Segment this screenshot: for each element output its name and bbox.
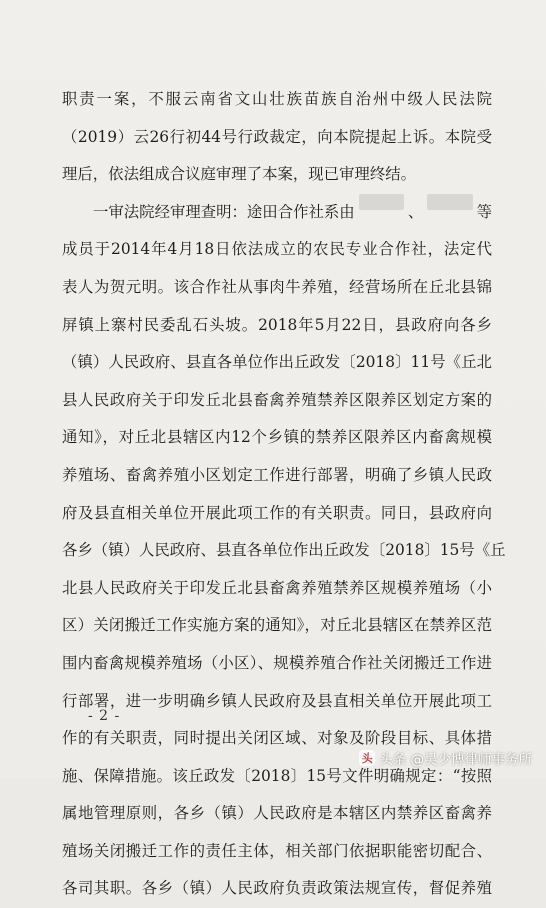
page-number: - 2 - bbox=[88, 708, 121, 724]
watermark bbox=[359, 748, 532, 768]
text-line bbox=[62, 194, 492, 232]
text-segment: 殖场关闭搬迁工作的责任主体，相关部门依据职能密切配合、 bbox=[62, 841, 492, 860]
text-line bbox=[62, 119, 492, 157]
text-segment: 职责一案，不服云南省文山壮族苗族自治州中级人民法院 bbox=[62, 90, 492, 108]
text-line bbox=[62, 307, 492, 345]
text-segment: 围内畜禽规模养殖场（小区）、规模养殖合作社关闭搬迁工作进 bbox=[62, 653, 492, 672]
text-segment: 屏镇上寨村民委乱石头坡。2018年5月22日，县政府向各乡 bbox=[62, 315, 492, 334]
text-line bbox=[62, 795, 492, 833]
text-line bbox=[62, 532, 506, 570]
text-segment: 等 bbox=[476, 202, 492, 221]
text-line bbox=[62, 683, 492, 721]
text-segment: 作的有关职责，同时提出关闭区域、对象及阶段目标、具体措 bbox=[62, 729, 492, 748]
text-segment: 表人为贺元明。该合作社从事肉牛养殖，经营场所在丘北县锦 bbox=[62, 277, 492, 296]
text-line bbox=[62, 382, 492, 420]
text-line bbox=[62, 645, 492, 683]
text-segment: 各乡（镇）人民政府、县直各单位作出丘政发〔2018〕15号《丘 bbox=[62, 541, 506, 560]
text-line bbox=[62, 269, 492, 307]
text-segment: 养殖场、畜禽养殖小区划定工作进行部署，明确了乡镇人民政 bbox=[62, 465, 492, 484]
text-segment: 通知》，对丘北县辖区内12个乡镇的禁养区限养区内畜禽规模 bbox=[62, 428, 492, 447]
text-line bbox=[62, 833, 492, 871]
text-segment: （镇）人民政府、县直各单位作出丘政发〔2018〕11号《丘北 bbox=[62, 353, 492, 372]
text-segment: 属地管理原则，各乡（镇）人民政府是本辖区内禁养区畜禽养 bbox=[62, 804, 492, 823]
text-segment: 北县人民政府关于印发丘北县畜禽养殖禁养区规模养殖场（小 bbox=[62, 578, 492, 597]
text-segment: 一审法院经审理查明：途田合作社系由 bbox=[93, 202, 355, 221]
text-segment: 各司其职。各乡（镇）人民政府负责政策法规宣传，督促养殖 bbox=[62, 879, 492, 898]
text-segment: 县人民政府关于印发丘北县畜禽养殖禁养区限养区划定方案的 bbox=[62, 390, 492, 409]
text-segment: 府及县直相关单位开展此项工作的有关职责。同日，县政府向 bbox=[62, 503, 492, 522]
document-body bbox=[62, 81, 506, 908]
text-segment: 理后，依法组成合议庭审理了本案，现已审理终结。 bbox=[62, 165, 416, 184]
text-segment: 施、保障措施。该丘政发〔2018〕15号文件明确规定：“按照 bbox=[62, 766, 492, 785]
text-line bbox=[62, 870, 492, 908]
text-line bbox=[62, 457, 492, 495]
text-line bbox=[62, 344, 492, 382]
text-segment: 区）关闭搬迁工作实施方案的通知》，对丘北县辖区在禁养区范 bbox=[62, 616, 492, 635]
watermark-text: 头条 @吴少博律师事务所 bbox=[379, 752, 532, 768]
text-segment: 行部署，进一步明确乡镇人民政府及县直相关单位开展此项工 bbox=[62, 691, 492, 710]
text-line bbox=[62, 419, 492, 457]
text-line bbox=[62, 231, 492, 269]
text-line bbox=[62, 607, 492, 645]
text-line bbox=[62, 570, 492, 608]
text-segment: 、 bbox=[407, 202, 424, 221]
text-line bbox=[62, 81, 492, 119]
redaction-mark bbox=[427, 194, 472, 210]
toutiao-logo-icon: 头 bbox=[359, 750, 375, 766]
text-line bbox=[62, 156, 492, 194]
redaction-mark bbox=[359, 194, 404, 210]
text-segment: 成员于2014年4月18日依法成立的农民专业合作社，法定代 bbox=[62, 240, 492, 259]
text-segment: （2019）云26行初44号行政裁定，向本院提起上诉。本院受 bbox=[62, 127, 492, 146]
text-line bbox=[62, 495, 492, 533]
